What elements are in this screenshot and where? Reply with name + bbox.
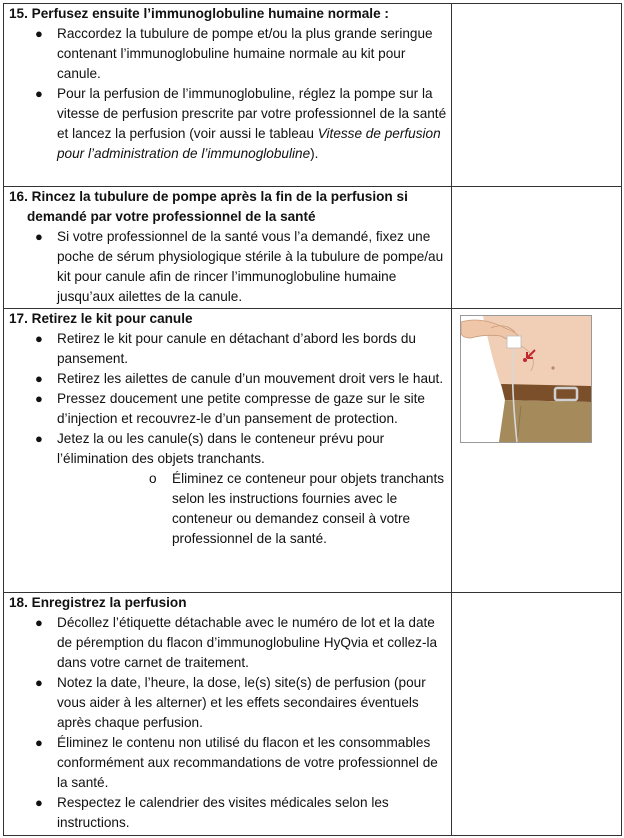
list-item [4, 613, 451, 673]
list-item [4, 84, 451, 164]
step-15-title: 15. Perfusez ensuite l’immunoglobuline humaine normale : [9, 6, 389, 21]
step-15-image-cell [452, 4, 622, 187]
bullet-icon: ● [35, 26, 43, 41]
bullet-text: Décollez l’étiquette détachable avec le numéro de lot et la date de péremption du flacon d’immunoglobuline HyQvia et collez-la dans votre carnet de traitement. [57, 615, 438, 670]
bullet-text: Pour la perfusion de l’immunoglobuline, réglez la pompe sur la vitesse de perfusion prescrite par votre professionnel de la santé et lancez la perfusion (voir aussi le tableau [57, 86, 447, 141]
bullet-icon: ● [35, 675, 43, 690]
list-item [4, 227, 451, 307]
step-17-row [4, 309, 622, 593]
step-16-list [4, 227, 451, 307]
step-17-sub-list [4, 469, 451, 549]
list-item [4, 429, 451, 469]
table-reference: Vitesse de perfusion pour l’administration de l’immunoglobuline [57, 126, 441, 161]
bullet-text: Respectez le calendrier des visites médicales selon les instructions. [57, 795, 389, 830]
step-16-title-line1: 16. Rincez la tubulure de pompe après la fin de la perfusion si [9, 189, 408, 204]
step-18-list [4, 613, 451, 833]
step-18-image-cell [452, 593, 622, 836]
list-item [4, 389, 451, 429]
sub-bullet-text: Éliminez ce conteneur pour objets tranchants selon les instructions fournies avec le conteneur ou demandez conseil à votre professionnel de la santé. [172, 471, 445, 546]
list-item [4, 733, 451, 793]
bullet-icon: ● [35, 86, 43, 101]
step-15-text-cell [4, 4, 452, 187]
step-17-text-cell [4, 309, 452, 593]
step-17-title: 17. Retirez le kit pour canule [9, 311, 193, 326]
bullet-text: Raccordez la tubulure de pompe et/ou la plus grande seringue contenant l’immunoglobuline humaine normale au kit pour canule. [57, 26, 433, 81]
step-16-title-line2: demandé par votre professionnel de la santé [27, 209, 316, 224]
bullet-text: Si votre professionnel de la santé vous l’a demandé, fixez une poche de sérum physiologique stérile à la tubulure de pompe/au kit pour canule afin de rincer l’immunoglobuline humaine jusqu’aux ailettes de la canule. [57, 229, 444, 304]
list-item [4, 369, 451, 389]
step-16-row [4, 187, 622, 309]
bullet-icon: ● [35, 229, 43, 244]
instructions-table [3, 3, 622, 836]
step-15-row [4, 4, 622, 187]
sub-bullet-icon: o [149, 471, 157, 486]
step-17-image-cell [452, 309, 622, 593]
bullet-text: Jetez la ou les canule(s) dans le conteneur prévu pour l’élimination des objets tranchants. [57, 431, 385, 466]
bullet-icon: ● [35, 391, 43, 406]
bullet-text: Notez la date, l’heure, la dose, le(s) site(s) de perfusion (pour vous aider à les alterner) et les effets secondaires éventuels après chaque perfusion. [57, 675, 426, 730]
bullet-icon: ● [35, 615, 43, 630]
step-18-text-cell [4, 593, 452, 836]
bullet-icon: ● [35, 431, 43, 446]
step-16-text-cell [4, 187, 452, 309]
step-16-title [4, 187, 451, 227]
remove-cannula-illustration [460, 315, 592, 443]
list-item [4, 793, 451, 833]
step-18-title: 18. Enregistrez la perfusion [9, 595, 187, 610]
list-item [4, 329, 451, 369]
step-16-image-cell [452, 187, 622, 309]
bullet-icon: ● [35, 371, 43, 386]
bullet-text: Retirez le kit pour canule en détachant d’abord les bords du pansement. [57, 331, 416, 366]
step-15-list [4, 24, 451, 164]
list-item [4, 24, 451, 84]
bullet-icon: ● [35, 795, 43, 810]
bullet-icon: ● [35, 735, 43, 750]
bullet-text: Pressez doucement une petite compresse de gaze sur le site d’injection et recouvrez-le d’un pansement de protection. [57, 391, 425, 426]
bullet-text: Retirez les ailettes de canule d’un mouvement droit vers le haut. [57, 371, 444, 386]
bullet-icon: ● [35, 331, 43, 346]
sub-list-item [4, 469, 451, 549]
bullet-text-end: ). [310, 146, 319, 161]
bullet-text: Éliminez le contenu non utilisé du flacon et les consommables conformément aux recommandations de votre professionnel de la santé. [57, 735, 438, 790]
list-item [4, 673, 451, 733]
step-17-list [4, 329, 451, 469]
step-18-row [4, 593, 622, 836]
